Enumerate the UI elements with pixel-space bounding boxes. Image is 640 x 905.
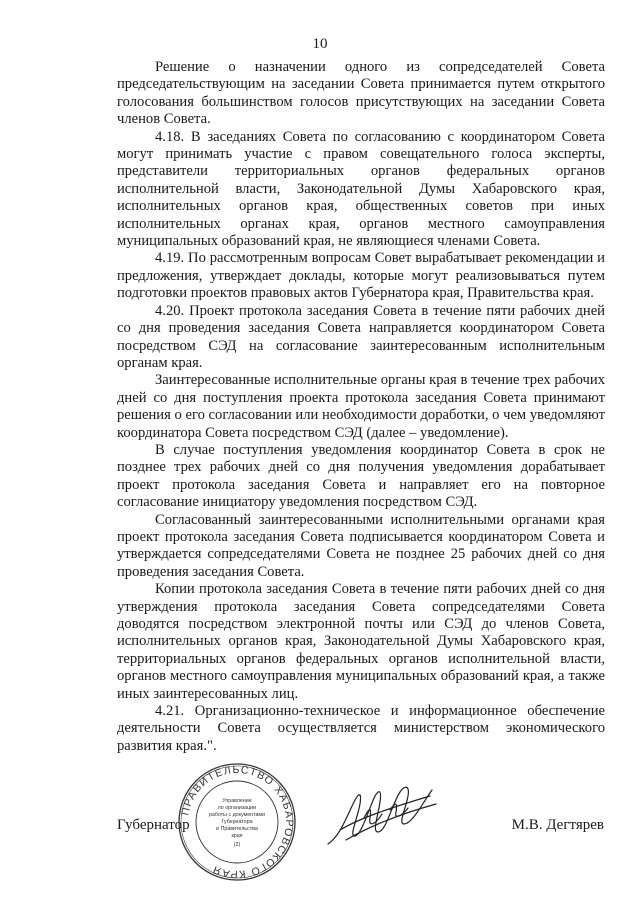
signer-title: Губернатор — [117, 817, 190, 833]
handwritten-signature — [320, 774, 440, 854]
paragraph: 4.20. Проект протокола заседания Совета в течение пяти рабочих дней со дня проведения заседания Совета направляется координатором Совета посредством СЭД на согласование заинтересованным исполнительным органам края. — [117, 302, 605, 371]
seal-inner-line: Управление — [222, 798, 252, 804]
seal-outer-text: ПРАВИТЕЛЬСТВО ХАБАРОВСКОГО КРАЯ — [179, 763, 296, 881]
page-number: 10 — [312, 36, 328, 52]
seal-inner-line: (2) — [233, 842, 241, 848]
seal-inner-line: Губернатора — [221, 819, 253, 825]
paragraph: Согласованный заинтересованными исполнительными органами края проект протокола заседания Совета подписывается координатором Совета и утверждается сопредседателями Совета не позднее 25 рабочих дней со дня проведения заседания Совета. — [117, 511, 605, 580]
signature-block — [0, 760, 640, 880]
paragraph: Решение о назначении одного из сопредседателей Совета председательствующим на заседании Совета принимается путем открытого голосования большинством голосов присутствующих на заседании Совета членов Совета. — [117, 59, 605, 128]
paragraph: В случае поступления уведомления координатор Совета в срок не позднее трех рабочих дней со дня получения уведомления дорабатывает проект протокола заседания Совета и направляет его на повторное согласование инициатору уведомления посредством СЭД. — [117, 441, 605, 511]
paragraph: 4.18. В заседаниях Совета по согласованию с координатором Совета могут принимать участие с правом совещательного голоса эксперты, представители территориальных органов федеральных органов исполнительной власти, Законодательной Думы Хабаровского края, исполнительных органов края, общественных советов при иных исполнительных органах края, органов местного самоуправления муниципальных образований края, не являющиеся членами Совета. — [117, 128, 605, 250]
seal-inner-line: края — [231, 833, 243, 839]
seal-inner-line: и Правительства — [216, 826, 258, 832]
document-body — [117, 59, 605, 755]
paragraph: Заинтересованные исполнительные органы края в течение трех рабочих дней со дня поступления проекта протокола заседания Совета принимают решения о его согласовании или необходимости доработки, о чем уведомляют координатора Совета посредством СЭД (далее – уведомление). — [117, 372, 605, 441]
paragraph: 4.21. Организационно-техническое и информационное обеспечение деятельности Совета осуществляется министерством экономического развития края.". — [117, 703, 605, 754]
paragraph: 4.19. По рассмотренным вопросам Совет вырабатывает рекомендации и предложения, утверждает доклады, которые могут реализовываться путем подготовки проектов правовых актов Губернатора края, Правительства края. — [117, 250, 605, 302]
seal-inner-line: по организации — [217, 805, 257, 811]
signer-name: М.В. Дегтярев — [511, 817, 604, 833]
official-seal — [177, 762, 297, 882]
seal-inner-line: работы с документами — [208, 812, 266, 818]
paragraph: Копии протокола заседания Совета в течение пяти рабочих дней со дня утверждения протокола заседания Совета сопредседателями Совета доводятся посредством электронной почты или СЭД до членов Совета, исполнительных органов края, Законодательной Думы Хабаровского края, территориальных органов федеральных органов исполнительной власти, органов местного самоуправления муниципальных образований края, а также иных заинтересованных лиц. — [117, 581, 605, 702]
